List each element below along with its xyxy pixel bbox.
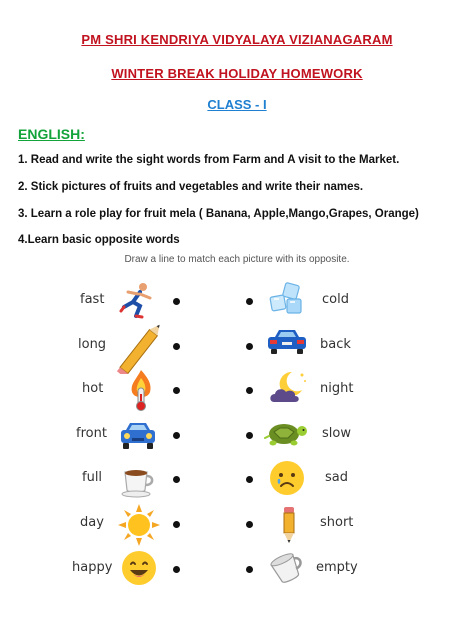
happy-face-icon — [120, 549, 158, 587]
moon-cloud-icon — [268, 370, 308, 406]
match-dot-left[interactable] — [173, 566, 180, 573]
right-word: slow — [322, 426, 351, 441]
match-dot-left[interactable] — [173, 521, 180, 528]
turtle-icon — [264, 418, 308, 448]
match-dot-right[interactable] — [246, 521, 253, 528]
right-word: night — [320, 381, 354, 396]
match-dot-left[interactable] — [173, 432, 180, 439]
left-word: front — [76, 426, 107, 441]
left-word: day — [80, 515, 104, 530]
match-dot-left[interactable] — [173, 476, 180, 483]
sad-face-icon — [268, 459, 306, 497]
sun-icon — [118, 504, 160, 546]
full-cup-icon — [121, 464, 157, 498]
task-item: 3. Learn a role play for fruit mela ( Banana, Apple,Mango,Grapes, Orange) — [18, 208, 419, 220]
task-item: 1. Read and write the sight words from Farm and A visit to the Market. — [18, 154, 400, 166]
subject-heading: ENGLISH: — [18, 126, 85, 142]
left-word: long — [78, 337, 107, 352]
worksheet-instruction: Draw a line to match each picture with its opposite. — [124, 254, 350, 265]
class-label: CLASS - I — [207, 97, 267, 112]
right-word: back — [320, 337, 351, 352]
car-front-icon — [118, 420, 158, 452]
task-item: 2. Stick pictures of fruits and vegetables and write their names. — [18, 181, 364, 193]
ice-cubes-icon — [268, 282, 306, 316]
left-word: hot — [82, 381, 104, 396]
right-word: sad — [325, 470, 348, 485]
match-dot-right[interactable] — [246, 343, 253, 350]
match-dot-right[interactable] — [246, 432, 253, 439]
match-dot-left[interactable] — [173, 298, 180, 305]
hot-thermometer-icon — [126, 368, 156, 412]
match-dot-right[interactable] — [246, 476, 253, 483]
match-dot-left[interactable] — [173, 387, 180, 394]
match-dot-right[interactable] — [246, 298, 253, 305]
match-dot-right[interactable] — [246, 566, 253, 573]
left-word: happy — [72, 560, 113, 575]
homework-title: WINTER BREAK HOLIDAY HOMEWORK — [111, 66, 363, 81]
car-back-icon — [266, 328, 308, 356]
empty-cup-icon — [268, 550, 308, 586]
match-dot-left[interactable] — [173, 343, 180, 350]
short-pencil-icon — [278, 505, 300, 545]
task-item: 4.Learn basic opposite words — [18, 234, 180, 246]
school-name: PM SHRI KENDRIYA VIDYALAYA VIZIANAGARAM — [81, 32, 393, 47]
left-word: fast — [80, 292, 105, 307]
running-man-icon — [118, 280, 158, 320]
left-word: full — [82, 470, 103, 485]
right-word: empty — [316, 560, 358, 575]
right-word: short — [320, 515, 354, 530]
long-pencil-icon — [116, 318, 170, 374]
match-dot-right[interactable] — [246, 387, 253, 394]
right-word: cold — [322, 292, 349, 307]
